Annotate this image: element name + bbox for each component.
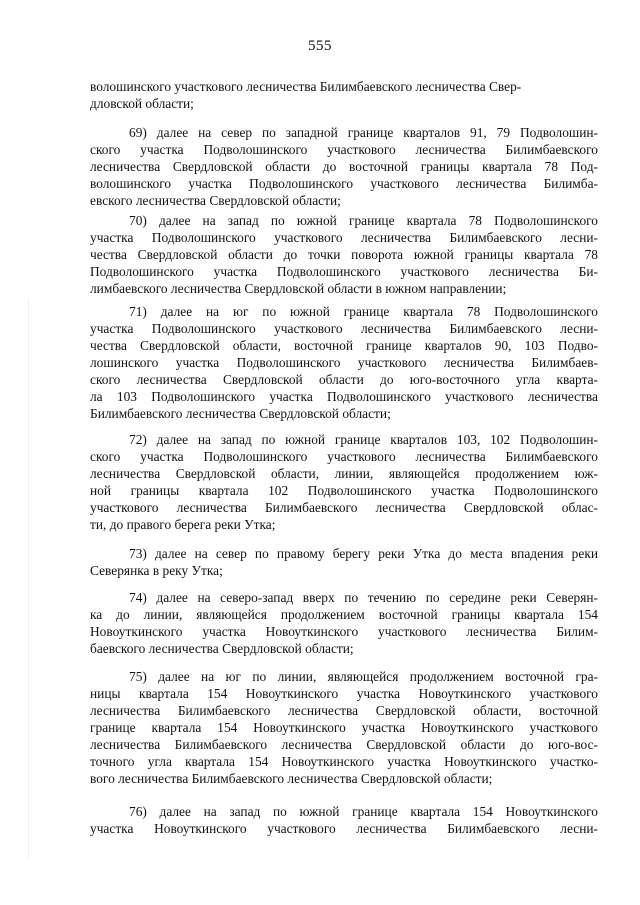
text-line: 71) далее на юг по южной границе квартала 78 Подволошинского [129,304,598,319]
text-line: дловской области; [90,96,194,111]
text-line: лесничества Свердловской области, линии, являющейся продолжением юж- [90,466,598,481]
text-line: волошинского участкового лесничества Билимбаевского лесничества Свер- [90,79,522,94]
text-line: границе квартала 154 Новоуткинского участка Новоуткинского участкового [90,720,598,735]
text-line: ницы квартала 154 Новоуткинского участка Новоуткинского участкового [90,686,598,701]
text-line: Северянка в реку Утка; [90,563,223,578]
text-line: евского лесничества Свердловской области; [90,193,341,208]
text-line: лимбаевского лесничества Свердловской области в южном направлении; [90,281,507,296]
text-line: 69) далее на север по западной границе кварталов 91, 79 Подволошин- [129,125,598,140]
text-line: участкового лесничества Билимбаевского лесничества Свердловской облас- [90,500,598,515]
text-line: участка Подволошинского участкового лесничества Билимбаевского лесни- [90,321,598,336]
text-line: ского участка Подволошинского участкового лесничества Билимбаевского [90,142,598,157]
text-line: участка Новоуткинского участкового лесничества Билимбаевского лесни- [90,821,598,836]
text-line: лошинского участка Подволошинского участкового лесничества Билимбаев- [90,355,598,370]
text-line: 72) далее на запад по южной границе кварталов 103, 102 Подволошин- [129,432,598,447]
text-line: 73) далее на север по правому берегу реки Утка до места впадения реки [129,546,598,561]
text-line: ной границы квартала 102 Подволошинского участка Подволошинского [90,483,598,498]
text-line: 75) далее на юг по линии, являющейся продолжением восточной гра- [129,669,598,684]
text-line: чества Свердловской области до точки поворота южной границы квартала 78 [90,247,598,262]
text-line: ти, до правого берега реки Утка; [90,517,276,532]
text-line: 70) далее на запад по южной границе квартала 78 Подволошинского [129,213,598,228]
text-line: точного угла квартала 154 Новоуткинского участка Новоуткинского участко- [90,754,598,769]
text-line: волошинского участка Подволошинского участкового лесничества Билимба- [90,176,598,191]
text-line: чества Свердловской области, восточной границе кварталов 90, 103 Подво- [90,338,598,353]
text-line: 76) далее на запад по южной границе квартала 154 Новоуткинского [129,804,598,819]
scan-margin-shadow [28,300,30,860]
text-line: ского лесничества Свердловской области до юго-восточного угла кварта- [90,372,598,387]
text-line: Подволошинского участка Подволошинского участкового лесничества Би- [90,264,598,279]
text-line: лесничества Свердловской области до восточной границы квартала 78 Под- [90,159,598,174]
text-line: ского участка Подволошинского участкового лесничества Билимбаевского [90,449,598,464]
text-line: ла 103 Подволошинского участка Подволошинского участкового лесничества [90,389,598,404]
text-line: лесничества Билимбаевского лесничества Свердловской области до юго-вос- [90,737,598,752]
text-line: вого лесничества Билимбаевского лесничества Свердловской области; [90,771,493,786]
text-line: участка Подволошинского участкового лесничества Билимбаевского лесни- [90,230,598,245]
page-number: 555 [308,38,332,54]
text-line: лесничества Билимбаевского лесничества Свердловской области, восточной [90,703,598,718]
text-line: 74) далее на северо-запад вверх по течению по середине реки Северян- [129,590,598,605]
text-line: Новоуткинского участка Новоуткинского участкового лесничества Билим- [90,624,598,639]
text-line: Билимбаевского лесничества Свердловской области; [90,406,391,421]
text-line: ка до линии, являющейся продолжением восточной границы квартала 154 [90,607,598,622]
text-line: баевского лесничества Свердловской области; [90,641,354,656]
